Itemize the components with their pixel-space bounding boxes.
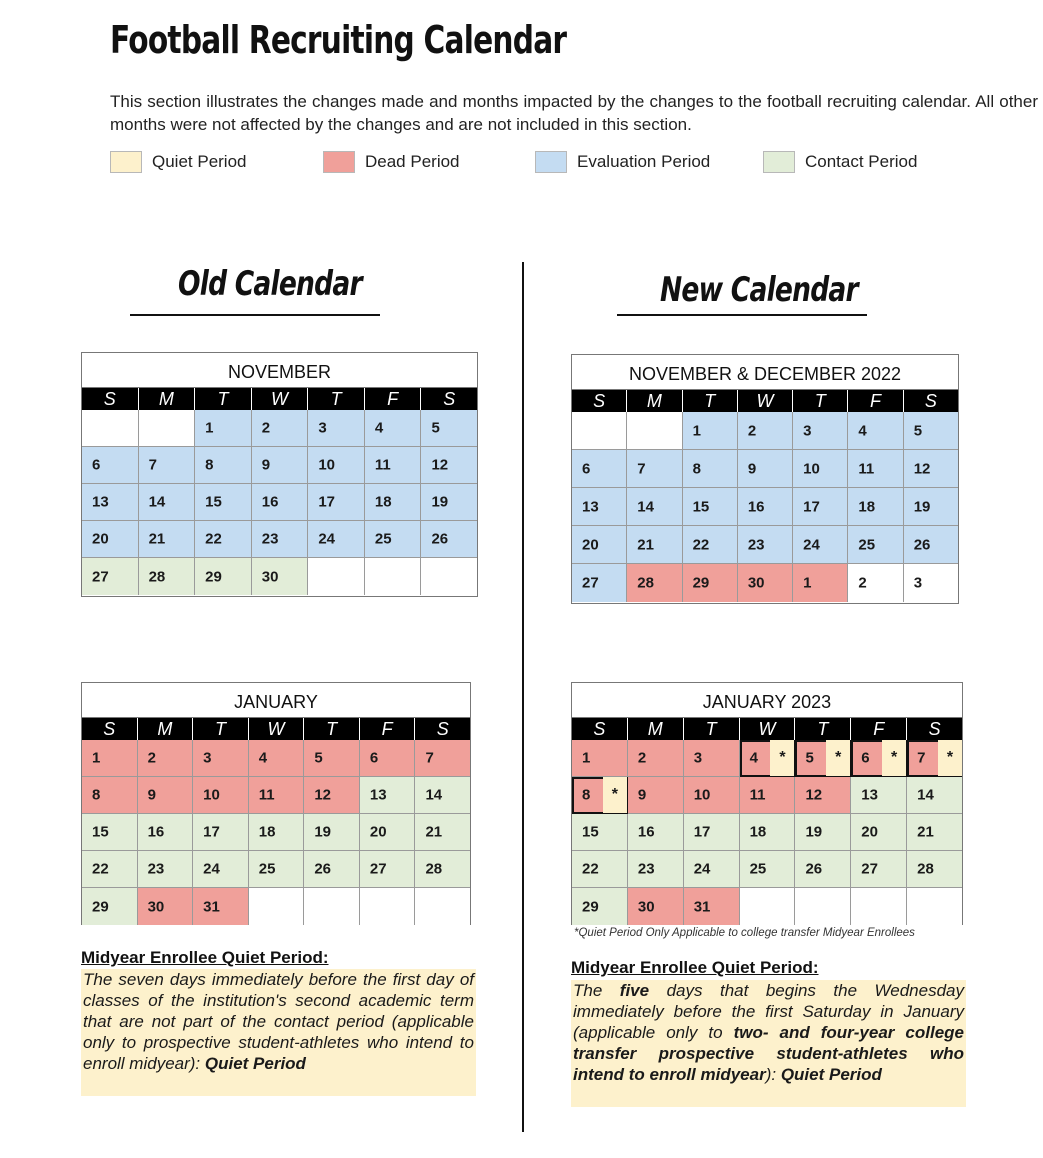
weekday-label: S (82, 718, 138, 740)
calendar-day-19: 19 (904, 488, 958, 526)
calendar-day-25: 25 (365, 521, 422, 558)
calendar-week-row (572, 777, 962, 814)
calendar-day-18: 18 (249, 814, 305, 851)
legend-label: Contact Period (805, 152, 918, 171)
calendar-day-16: 16 (252, 484, 309, 521)
weekday-label: S (82, 388, 139, 410)
calendar-day-27: 27 (82, 558, 139, 595)
weekday-label: S (436, 719, 449, 739)
calendar-day-17: 17 (793, 488, 848, 526)
calendar-day-20: 20 (360, 814, 416, 851)
calendar-new-january-2023 (571, 682, 963, 925)
calendar-day-21: 21 (907, 814, 962, 851)
calendar-day-29: 29 (195, 558, 252, 595)
calendar-day-28: 28 (627, 564, 682, 602)
calendar-week-row (82, 558, 477, 595)
calendar-week-row (572, 412, 958, 450)
weekday-label: T (308, 388, 365, 410)
legend-label: Quiet Period (152, 152, 247, 171)
weekday-label: F (360, 718, 416, 740)
calendar-day-20: 20 (572, 526, 627, 564)
calendar-day-3: 3 (308, 410, 365, 447)
calendar-empty-day (82, 410, 139, 447)
calendar-day-11: 11 (740, 777, 796, 814)
calendar-day-13: 13 (851, 777, 907, 814)
calendar-day-7: 7 (627, 450, 682, 488)
calendar-week-row (82, 740, 470, 777)
calendar-day-25: 25 (249, 851, 305, 888)
calendar-day-20: 20 (851, 814, 907, 851)
legend-swatch (323, 151, 355, 173)
calendar-week-row (82, 484, 477, 521)
calendar-week-row (82, 521, 477, 558)
new-heading-rule (617, 314, 867, 316)
calendar-week-row (82, 447, 477, 484)
legend-label: Evaluation Period (577, 152, 711, 171)
calendar-day-3: 3 (684, 740, 740, 777)
calendar-day-5: 5 (304, 740, 360, 777)
calendar-day-1: 1 (82, 740, 138, 777)
calendar-day-23: 23 (138, 851, 194, 888)
calendar-week-row (572, 488, 958, 526)
weekday-label: T (684, 718, 740, 740)
weekday-label: S (924, 391, 937, 411)
calendar-day-26: 26 (795, 851, 851, 888)
calendar-day-24: 24 (308, 521, 365, 558)
calendar-day-1: 1 (793, 564, 848, 602)
weekday-label: T (195, 388, 252, 410)
calendar-day-5: 5 * (795, 740, 851, 777)
page-title: Football Recruiting Calendar (110, 18, 567, 62)
new-quiet-period-heading: Midyear Enrollee Quiet Period: (571, 958, 819, 977)
weekday-label: W (738, 390, 793, 412)
calendar-week-row (572, 526, 958, 564)
center-divider (522, 262, 524, 1132)
calendar-day-25: 25 (740, 851, 796, 888)
calendar-title: NOVEMBER & DECEMBER 2022 (572, 355, 958, 390)
weekday-label: T (795, 718, 851, 740)
calendar-week-row (82, 814, 470, 851)
calendar-day-23: 23 (252, 521, 309, 558)
weekday-label: S (928, 719, 941, 739)
calendar-day-22: 22 (683, 526, 738, 564)
calendar-day-13: 13 (572, 488, 627, 526)
old-quiet-period-heading: Midyear Enrollee Quiet Period: (81, 948, 329, 967)
weekday-label: S (572, 718, 628, 740)
calendar-day-6: 6 (82, 447, 139, 484)
calendar-empty-day (249, 888, 305, 925)
quiet-period-footnote: *Quiet Period Only Applicable to college transfer Midyear Enrollees (574, 927, 915, 939)
calendar-empty-day (851, 888, 907, 925)
calendar-day-9: 9 (252, 447, 309, 484)
calendar-empty-day (627, 412, 682, 450)
calendar-day-2: 2 (848, 564, 903, 602)
calendar-day-11: 11 (249, 777, 305, 814)
calendar-day-6: 6 (360, 740, 416, 777)
calendar-day-27: 27 (572, 564, 627, 602)
calendar-day-4: 4 (848, 412, 903, 450)
calendar-day-13: 13 (360, 777, 416, 814)
calendar-day-30: 30 (252, 558, 309, 595)
calendar-empty-day (139, 410, 196, 447)
calendar-empty-day (795, 888, 851, 925)
calendar-day-8: 8 (195, 447, 252, 484)
calendar-day-3: 3 (793, 412, 848, 450)
calendar-empty-day (421, 558, 477, 595)
calendar-day-5: 5 (904, 412, 958, 450)
old-calendar-heading: Old Calendar (178, 264, 362, 304)
calendar-day-5: 5 (421, 410, 477, 447)
calendar-week-row (82, 851, 470, 888)
calendar-day-2: 2 (138, 740, 194, 777)
weekday-header (572, 718, 962, 740)
calendar-day-16: 16 (628, 814, 684, 851)
calendar-day-11: 11 (848, 450, 903, 488)
weekday-label: W (740, 718, 796, 740)
calendar-day-4: 4 (249, 740, 305, 777)
weekday-label: S (572, 390, 627, 412)
calendar-day-12: 12 (904, 450, 958, 488)
calendar-empty-day (365, 558, 422, 595)
asterisk-mark: * (770, 740, 794, 776)
calendar-day-7: 7 * (907, 740, 962, 777)
calendar-day-14: 14 (627, 488, 682, 526)
legend-evaluation (535, 150, 710, 174)
calendar-day-16: 16 (138, 814, 194, 851)
calendar-week-row (572, 888, 962, 925)
calendar-day-17: 17 (193, 814, 249, 851)
calendar-day-8: 8 (683, 450, 738, 488)
calendar-day-19: 19 (421, 484, 477, 521)
old-heading-rule (130, 314, 380, 316)
asterisk-mark: * (882, 740, 906, 776)
calendar-day-22: 22 (82, 851, 138, 888)
calendar-day-1: 1 (195, 410, 252, 447)
intro-text: This section illustrates the changes made and months impacted by the changes to the football recruiting calendar. All other months were not affected by the changes and are not included in this section. (110, 92, 1038, 134)
calendar-day-9: 9 (628, 777, 684, 814)
calendar-day-15: 15 (82, 814, 138, 851)
calendar-day-17: 17 (308, 484, 365, 521)
calendar-day-21: 21 (415, 814, 470, 851)
weekday-label: T (683, 390, 738, 412)
calendar-day-6: 6 (572, 450, 627, 488)
calendar-day-26: 26 (304, 851, 360, 888)
calendar-day-20: 20 (82, 521, 139, 558)
legend-swatch (763, 151, 795, 173)
calendar-title: JANUARY 2023 (572, 683, 962, 718)
calendar-week-row (572, 851, 962, 888)
weekday-label: T (793, 390, 848, 412)
calendar-day-24: 24 (684, 851, 740, 888)
calendar-day-14: 14 (415, 777, 470, 814)
calendar-day-22: 22 (572, 851, 628, 888)
calendar-day-15: 15 (572, 814, 628, 851)
calendar-day-8: 8 * (572, 777, 628, 814)
calendar-day-21: 21 (627, 526, 682, 564)
calendar-day-10: 10 (193, 777, 249, 814)
calendar-day-14: 14 (139, 484, 196, 521)
calendar-week-row (572, 814, 962, 851)
calendar-title: NOVEMBER (82, 353, 477, 388)
weekday-label: F (365, 388, 422, 410)
weekday-header (572, 390, 958, 412)
calendar-day-2: 2 (738, 412, 793, 450)
calendar-day-2: 2 (252, 410, 309, 447)
weekday-label: S (443, 389, 456, 409)
calendar-day-11: 11 (365, 447, 422, 484)
calendar-title: JANUARY (82, 683, 470, 718)
calendar-day-31: 31 (193, 888, 249, 925)
calendar-day-10: 10 (308, 447, 365, 484)
calendar-day-4: 4 (365, 410, 422, 447)
calendar-day-26: 26 (421, 521, 477, 558)
new-quiet-period-text: The five days that begins the Wednesday immediately before the first Saturday in January (applicable only to two- and four-year college transfer prospective student-athletes who intend to enroll midyear): Quiet Period (571, 980, 966, 1107)
legend-contact (763, 150, 917, 174)
calendar-empty-day (360, 888, 416, 925)
weekday-label: M (628, 718, 684, 740)
calendar-empty-day (740, 888, 796, 925)
calendar-day-15: 15 (683, 488, 738, 526)
calendar-day-23: 23 (738, 526, 793, 564)
calendar-empty-day (304, 888, 360, 925)
weekday-label: M (627, 390, 682, 412)
calendar-day-30: 30 (138, 888, 194, 925)
calendar-week-row (82, 410, 477, 447)
calendar-day-28: 28 (415, 851, 470, 888)
calendar-day-6: 6 * (851, 740, 907, 777)
calendar-week-row (572, 450, 958, 488)
calendar-empty-day (907, 888, 962, 925)
calendar-day-22: 22 (195, 521, 252, 558)
legend-swatch (110, 151, 142, 173)
calendar-day-21: 21 (139, 521, 196, 558)
weekday-label: M (139, 388, 196, 410)
calendar-day-30: 30 (628, 888, 684, 925)
calendar-day-13: 13 (82, 484, 139, 521)
calendar-day-9: 9 (138, 777, 194, 814)
calendar-day-12: 12 (304, 777, 360, 814)
calendar-old-november (81, 352, 478, 597)
calendar-day-18: 18 (740, 814, 796, 851)
calendar-day-27: 27 (851, 851, 907, 888)
calendar-day-23: 23 (628, 851, 684, 888)
calendar-week-row (572, 740, 962, 777)
calendar-day-29: 29 (572, 888, 628, 925)
old-quiet-period-text: The seven days immediately before the first day of classes of the institution's second academic term that are not part of the contact period (applicable only to prospective student-athletes who intend to enroll midyear): Quiet Period (81, 969, 476, 1096)
weekday-label: W (252, 388, 309, 410)
calendar-day-19: 19 (795, 814, 851, 851)
calendar-day-3: 3 (193, 740, 249, 777)
new-calendar-heading: New Calendar (660, 270, 858, 310)
calendar-day-10: 10 (684, 777, 740, 814)
weekday-label: W (249, 718, 305, 740)
legend-quiet (110, 150, 247, 174)
weekday-label: M (138, 718, 194, 740)
calendar-day-17: 17 (684, 814, 740, 851)
calendar-day-25: 25 (848, 526, 903, 564)
legend-dead (323, 150, 460, 174)
weekday-label: F (851, 718, 907, 740)
calendar-day-26: 26 (904, 526, 958, 564)
calendar-day-28: 28 (907, 851, 962, 888)
calendar-day-18: 18 (365, 484, 422, 521)
calendar-day-30: 30 (738, 564, 793, 602)
calendar-day-29: 29 (683, 564, 738, 602)
calendar-day-15: 15 (195, 484, 252, 521)
calendar-day-19: 19 (304, 814, 360, 851)
weekday-header (82, 388, 477, 410)
calendar-day-14: 14 (907, 777, 962, 814)
calendar-day-31: 31 (684, 888, 740, 925)
calendar-day-7: 7 (139, 447, 196, 484)
calendar-day-29: 29 (82, 888, 138, 925)
calendar-day-10: 10 (793, 450, 848, 488)
calendar-day-12: 12 (421, 447, 477, 484)
calendar-day-2: 2 (628, 740, 684, 777)
calendar-day-18: 18 (848, 488, 903, 526)
weekday-label: T (304, 718, 360, 740)
calendar-day-1: 1 (683, 412, 738, 450)
calendar-day-3: 3 (904, 564, 958, 602)
calendar-day-24: 24 (193, 851, 249, 888)
calendar-day-16: 16 (738, 488, 793, 526)
calendar-day-27: 27 (360, 851, 416, 888)
calendar-day-8: 8 (82, 777, 138, 814)
calendar-day-9: 9 (738, 450, 793, 488)
calendar-week-row (82, 888, 470, 925)
calendar-week-row (82, 777, 470, 814)
calendar-empty-day (308, 558, 365, 595)
calendar-week-row (572, 564, 958, 602)
calendar-new-november-december (571, 354, 959, 604)
weekday-label: T (193, 718, 249, 740)
asterisk-mark: * (938, 740, 962, 776)
calendar-day-24: 24 (793, 526, 848, 564)
calendar-day-7: 7 (415, 740, 470, 777)
calendar-empty-day (415, 888, 470, 925)
weekday-label: F (848, 390, 903, 412)
calendar-day-1: 1 (572, 740, 628, 777)
calendar-empty-day (572, 412, 627, 450)
calendar-day-4: 4 * (740, 740, 796, 777)
asterisk-mark: * (826, 740, 850, 776)
legend-swatch (535, 151, 567, 173)
calendar-day-28: 28 (139, 558, 196, 595)
legend-label: Dead Period (365, 152, 460, 171)
calendar-day-12: 12 (795, 777, 851, 814)
asterisk-mark: * (603, 777, 627, 813)
calendar-old-january (81, 682, 471, 925)
weekday-header (82, 718, 470, 740)
